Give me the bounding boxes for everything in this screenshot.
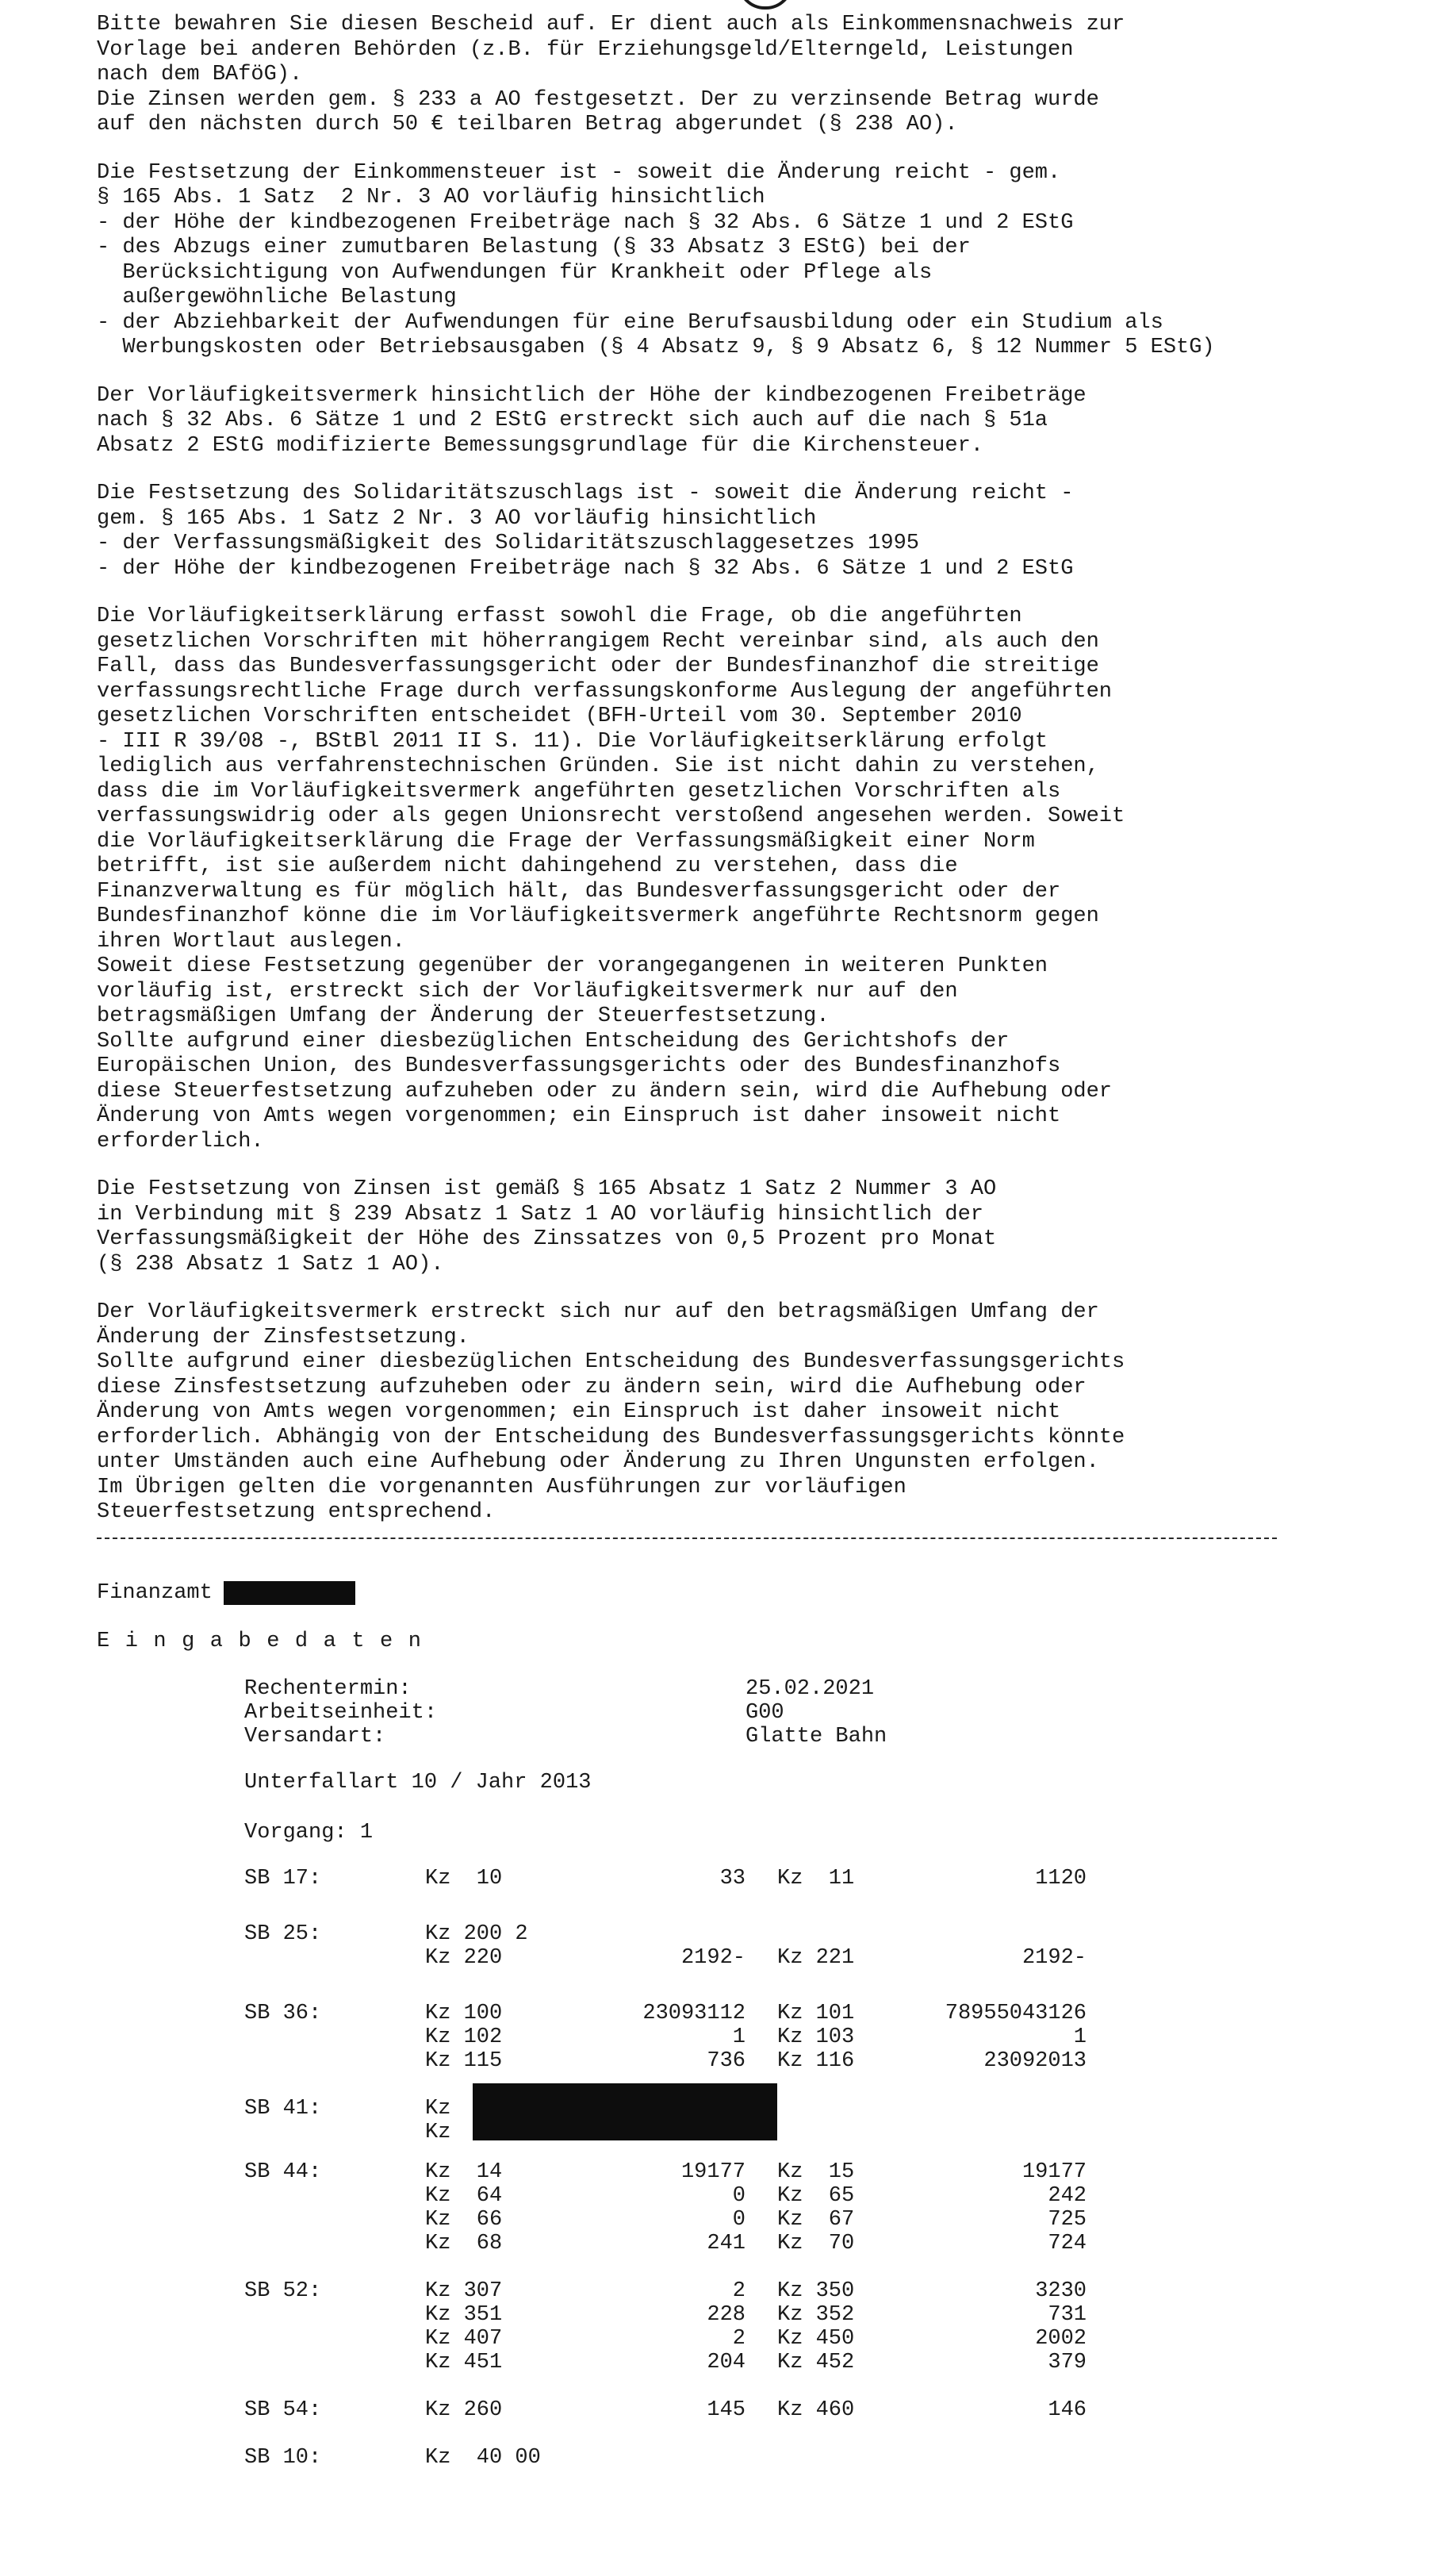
text-line: Verfassungsmäßigkeit der Höhe des Zinssatzes von 0,5 Prozent pro Monat [97,1227,997,1251]
sb-row [0,2279,1445,2303]
text-line: betrifft, ist sie außerdem nicht dahingehend zu verstehen, dass die [97,854,958,878]
kz-code: Kz 351 [425,2303,503,2327]
paragraph [97,1177,1413,1277]
section-title: Eingabedaten [97,1630,437,1653]
kz-value: 78955043126 [945,2002,1087,2025]
kz-code: Kz 451 [425,2351,503,2374]
kz-value: 19177 [680,2160,745,2184]
kz-code: Kz 260 [425,2398,503,2422]
tax-office-line [97,1581,355,1605]
text-line: in Verbindung mit § 239 Absatz 1 Satz 1 AO vorläufig hinsichtlich der [97,1202,983,1227]
text-line: Werbungskosten oder Betriebsausgaben (§ 4 Absatz 9, § 9 Absatz 6, § 12 Nummer 5 EStG) [97,336,1215,359]
paragraph [97,384,1413,459]
kz-code: Kz 221 [777,1946,855,1970]
kz-value: 2192- [680,1946,745,1970]
text-line: gem. § 165 Abs. 1 Satz 2 Nr. 3 AO vorläufig hinsichtlich [97,506,817,531]
text-line: Finanzverwaltung es für möglich hält, das Bundesverfassungsgericht oder der [97,879,1061,904]
text-line: Die Festsetzung des Solidaritätszuschlags ist - soweit die Änderung reicht - [97,482,1074,505]
kz-code: Kz [425,2121,451,2144]
sb-row [0,1867,1445,1891]
case-type: Unterfallart 10 / Jahr 2013 [244,1771,592,1795]
text-line: Die Zinsen werden gem. § 233 a AO festgesetzt. Der zu verzinsende Betrag wurde [97,87,1099,112]
kz-value: 2192- [1021,1946,1087,1970]
kz-code: Kz 116 [777,2049,855,2073]
text-line: Vorlage bei anderen Behörden (z.B. für Erziehungsgeld/Elterngeld, Leistungen [97,37,1074,62]
kz-code: Kz 460 [777,2398,855,2422]
notice-text [97,13,1413,1549]
text-line: - des Abzugs einer zumutbaren Belastung (§ 33 Absatz 3 EStG) bei der [97,236,971,259]
kz-value: 379 [1048,2351,1087,2374]
process-number: Vorgang: 1 [244,1821,374,1845]
paragraph [97,482,1413,582]
kz-code: Kz 307 [425,2279,503,2303]
sb-label: SB 17: [244,1867,322,1891]
kz-value: 731 [1048,2303,1087,2327]
sb-row [0,2025,1445,2049]
text-line: Die Vorläufigkeitserklärung erfasst sowohl die Frage, ob die angeführten [97,605,1022,628]
kz-code: Kz 14 [425,2160,503,2184]
text-line: unter Umständen auch eine Aufhebung oder Änderung zu Ihren Ungunsten erfolgen. [97,1450,1099,1474]
tax-office-label: Finanzamt [97,1581,213,1605]
text-line: Die Festsetzung der Einkommensteuer ist - soweit die Änderung reicht - gem. [97,160,1061,185]
sb-row [0,2398,1445,2422]
kz-value: 2 [732,2279,745,2303]
text-line: verfassungsrechtliche Frage durch verfassungskonforme Auslegung der angeführten [97,679,1113,704]
redacted-office-name [224,1581,355,1605]
kz-value: 3230 [1035,2279,1087,2303]
text-line: außergewöhnliche Belastung [97,286,457,309]
separator-line [97,1538,1277,1539]
kz-value: 204 [707,2351,745,2374]
kz-value: 2002 [1035,2327,1087,2351]
text-line: Im Übrigen gelten die vorgenannten Ausführungen zur vorläufigen [97,1475,906,1499]
kz-code: Kz 15 [777,2160,855,2184]
paragraph [97,1300,1413,1526]
text-line: Der Vorläufigkeitsvermerk erstreckt sich nur auf den betragsmäßigen Umfang der [97,1300,1099,1324]
meta-value: 25.02.2021 [745,1677,875,1701]
text-line: die Vorläufigkeitserklärung die Frage der Verfassungsmäßigkeit einer Norm [97,829,1035,854]
kz-value: 23092013 [983,2049,1087,2073]
text-line: diese Steuerfestsetzung aufzuheben oder zu ändern sein, wird die Aufhebung oder [97,1079,1113,1104]
text-line: erforderlich. [97,1129,264,1154]
text-line: gesetzlichen Vorschriften mit höherrangigem Recht vereinbar sind, als auch den [97,629,1099,654]
meta-label: Arbeitseinheit: [244,1701,438,1725]
text-line: nach dem BAföG). [97,63,303,86]
text-line: Soweit diese Festsetzung gegenüber der vorangegangenen in weiteren Punkten [97,954,1048,978]
kz-code: Kz 352 [777,2303,855,2327]
meta-label: Versandart: [244,1725,386,1749]
text-line: gesetzlichen Vorschriften entscheidet (BFH-Urteil vom 30. September 2010 [97,704,1022,728]
text-line: auf den nächsten durch 50 € teilbaren Betrag abgerundet (§ 238 AO). [97,113,958,136]
sb-label: SB 10: [244,2446,322,2470]
redacted-sb41-values [473,2083,777,2140]
kz-value: 736 [707,2049,745,2073]
text-line: Änderung der Zinsfestsetzung. [97,1325,470,1349]
kz-code: Kz 100 [425,2002,503,2025]
text-line: ihren Wortlaut auslegen. [97,929,405,954]
text-line: verfassungswidrig oder als gegen Unionsrecht verstoßend angesehen werden. Soweit [97,804,1125,828]
text-line: betragsmäßigen Umfang der Änderung der Steuerfestsetzung. [97,1004,830,1028]
text-line: Änderung von Amts wegen vorgenommen; ein Einspruch ist daher insoweit nicht [97,1400,1061,1424]
sb-row [0,2184,1445,2208]
sb-row [0,2327,1445,2351]
meta-value: G00 [745,1701,784,1725]
kz-value: 1120 [1035,1867,1087,1891]
text-line: - der Verfassungsmäßigkeit des Solidaritätszuschlaggesetzes 1995 [97,532,919,555]
text-line: Berücksichtigung von Aufwendungen für Krankheit oder Pflege als [97,260,933,285]
kz-value: 725 [1048,2208,1087,2232]
text-line: Sollte aufgrund einer diesbezüglichen Entscheidung des Gerichtshofs der [97,1029,1010,1054]
kz-value: 0 [732,2208,745,2232]
text-line: Der Vorläufigkeitsvermerk hinsichtlich der Höhe der kindbezogenen Freibeträge [97,383,1087,408]
sb-row [0,2351,1445,2374]
paragraph [97,605,1413,1154]
text-line: (§ 238 Absatz 1 Satz 1 AO). [97,1252,444,1276]
kz-code: Kz 64 [425,2184,503,2208]
kz-value: 242 [1048,2184,1087,2208]
text-line: Die Festsetzung von Zinsen ist gemäß § 165 Absatz 1 Satz 2 Nummer 3 AO [97,1177,997,1201]
text-line: Fall, dass das Bundesverfassungsgericht oder der Bundesfinanzhof die streitige [97,655,1099,678]
kz-code: Kz 407 [425,2327,503,2351]
kz-value: 0 [732,2184,745,2208]
text-line: - III R 39/08 -, BStBl 2011 II S. 11). Die Vorläufigkeitserklärung erfolgt [97,729,1048,754]
sb-row [0,2160,1445,2184]
sb-label: SB 52: [244,2279,322,2303]
text-line: Änderung von Amts wegen vorgenommen; ein Einspruch ist daher insoweit nicht [97,1104,1061,1128]
text-line: Absatz 2 EStG modifizierte Bemessungsgrundlage für die Kirchensteuer. [97,433,983,458]
paragraph [97,161,1413,361]
text-line: erforderlich. Abhängig von der Entscheidung des Bundesverfassungsgerichts könnte [97,1425,1125,1449]
text-line: Europäischen Union, des Bundesverfassungsgerichts oder des Bundesfinanzhofs [97,1054,1061,1078]
text-line: diese Zinsfestsetzung aufzuheben oder zu ändern sein, wird die Aufhebung oder [97,1375,1087,1399]
text-line: Sollte aufgrund einer diesbezüglichen Entscheidung des Bundesverfassungsgerichts [97,1350,1125,1374]
sb-label: SB 36: [244,2002,322,2025]
kz-value: 228 [707,2303,745,2327]
sb-row [0,2049,1445,2073]
sb-row [0,2446,1445,2470]
sb-row [0,2208,1445,2232]
paragraph [97,13,1413,138]
sb-row [0,2232,1445,2255]
sb-label: SB 41: [244,2097,322,2121]
text-line: lediglich aus verfahrenstechnischen Gründen. Sie ist nicht dahin zu verstehen, [97,754,1099,778]
kz-code: Kz 66 [425,2208,503,2232]
text-line: - der Abziehbarkeit der Aufwendungen für eine Berufsausbildung oder ein Studium als [97,310,1163,335]
sb-row [0,2002,1445,2025]
kz-value: 241 [707,2232,745,2255]
kz-value: 23093112 [642,2002,745,2025]
text-line: - der Höhe der kindbezogenen Freibeträge nach § 32 Abs. 6 Sätze 1 und 2 EStG [97,556,1074,581]
kz-code: Kz 115 [425,2049,503,2073]
kz-code: Kz [425,2097,451,2121]
sb-label: SB 44: [244,2160,322,2184]
text-line: § 165 Abs. 1 Satz 2 Nr. 3 AO vorläufig hinsichtlich [97,186,765,209]
text-line: vorläufig ist, erstreckt sich der Vorläufigkeitsvermerk nur auf den [97,979,958,1004]
kz-value: 145 [707,2398,745,2422]
text-line: dass die im Vorläufigkeitsvermerk angeführten gesetzlichen Vorschriften als [97,779,1061,804]
kz-code: Kz 103 [777,2025,855,2049]
kz-code: Kz 68 [425,2232,503,2255]
kz-value: 724 [1048,2232,1087,2255]
kz-code: Kz 452 [777,2351,855,2374]
kz-value: 33 [719,1867,745,1891]
text-line: Steuerfestsetzung entsprechend. [97,1500,496,1524]
kz-code: Kz 350 [777,2279,855,2303]
text-line: Bundesfinanzhof könne die im Vorläufigkeitsvermerk angeführte Rechtsnorm gegen [97,904,1099,928]
kz-value: 19177 [1021,2160,1087,2184]
sb-label: SB 54: [244,2398,322,2422]
kz-code: Kz 200 2 [425,1922,528,1946]
kz-code: Kz 101 [777,2002,855,2025]
kz-code: Kz 65 [777,2184,855,2208]
sb-row [0,1946,1445,1970]
sb-label: SB 25: [244,1922,322,1946]
meta-label: Rechentermin: [244,1677,412,1701]
kz-value: 1 [1073,2025,1087,2049]
kz-code: Kz 220 [425,1946,503,1970]
kz-code: Kz 102 [425,2025,503,2049]
kz-value: 146 [1048,2398,1087,2422]
text-line: Bitte bewahren Sie diesen Bescheid auf. Er dient auch als Einkommensnachweis zur [97,13,1125,36]
kz-code: Kz 10 [425,1867,503,1891]
meta-value: Glatte Bahn [745,1725,887,1749]
sb-row [0,2303,1445,2327]
sb-row [0,1922,1445,1946]
kz-code: Kz 40 00 [425,2446,541,2470]
kz-value: 1 [732,2025,745,2049]
kz-code: Kz 67 [777,2208,855,2232]
kz-code: Kz 11 [777,1867,855,1891]
text-line: - der Höhe der kindbezogenen Freibeträge nach § 32 Abs. 6 Sätze 1 und 2 EStG [97,210,1074,235]
kz-value: 2 [732,2327,745,2351]
kz-code: Kz 70 [777,2232,855,2255]
kz-code: Kz 450 [777,2327,855,2351]
text-line: nach § 32 Abs. 6 Sätze 1 und 2 EStG erstreckt sich auch auf die nach § 51a [97,409,1048,432]
page-top-mark [738,0,793,10]
